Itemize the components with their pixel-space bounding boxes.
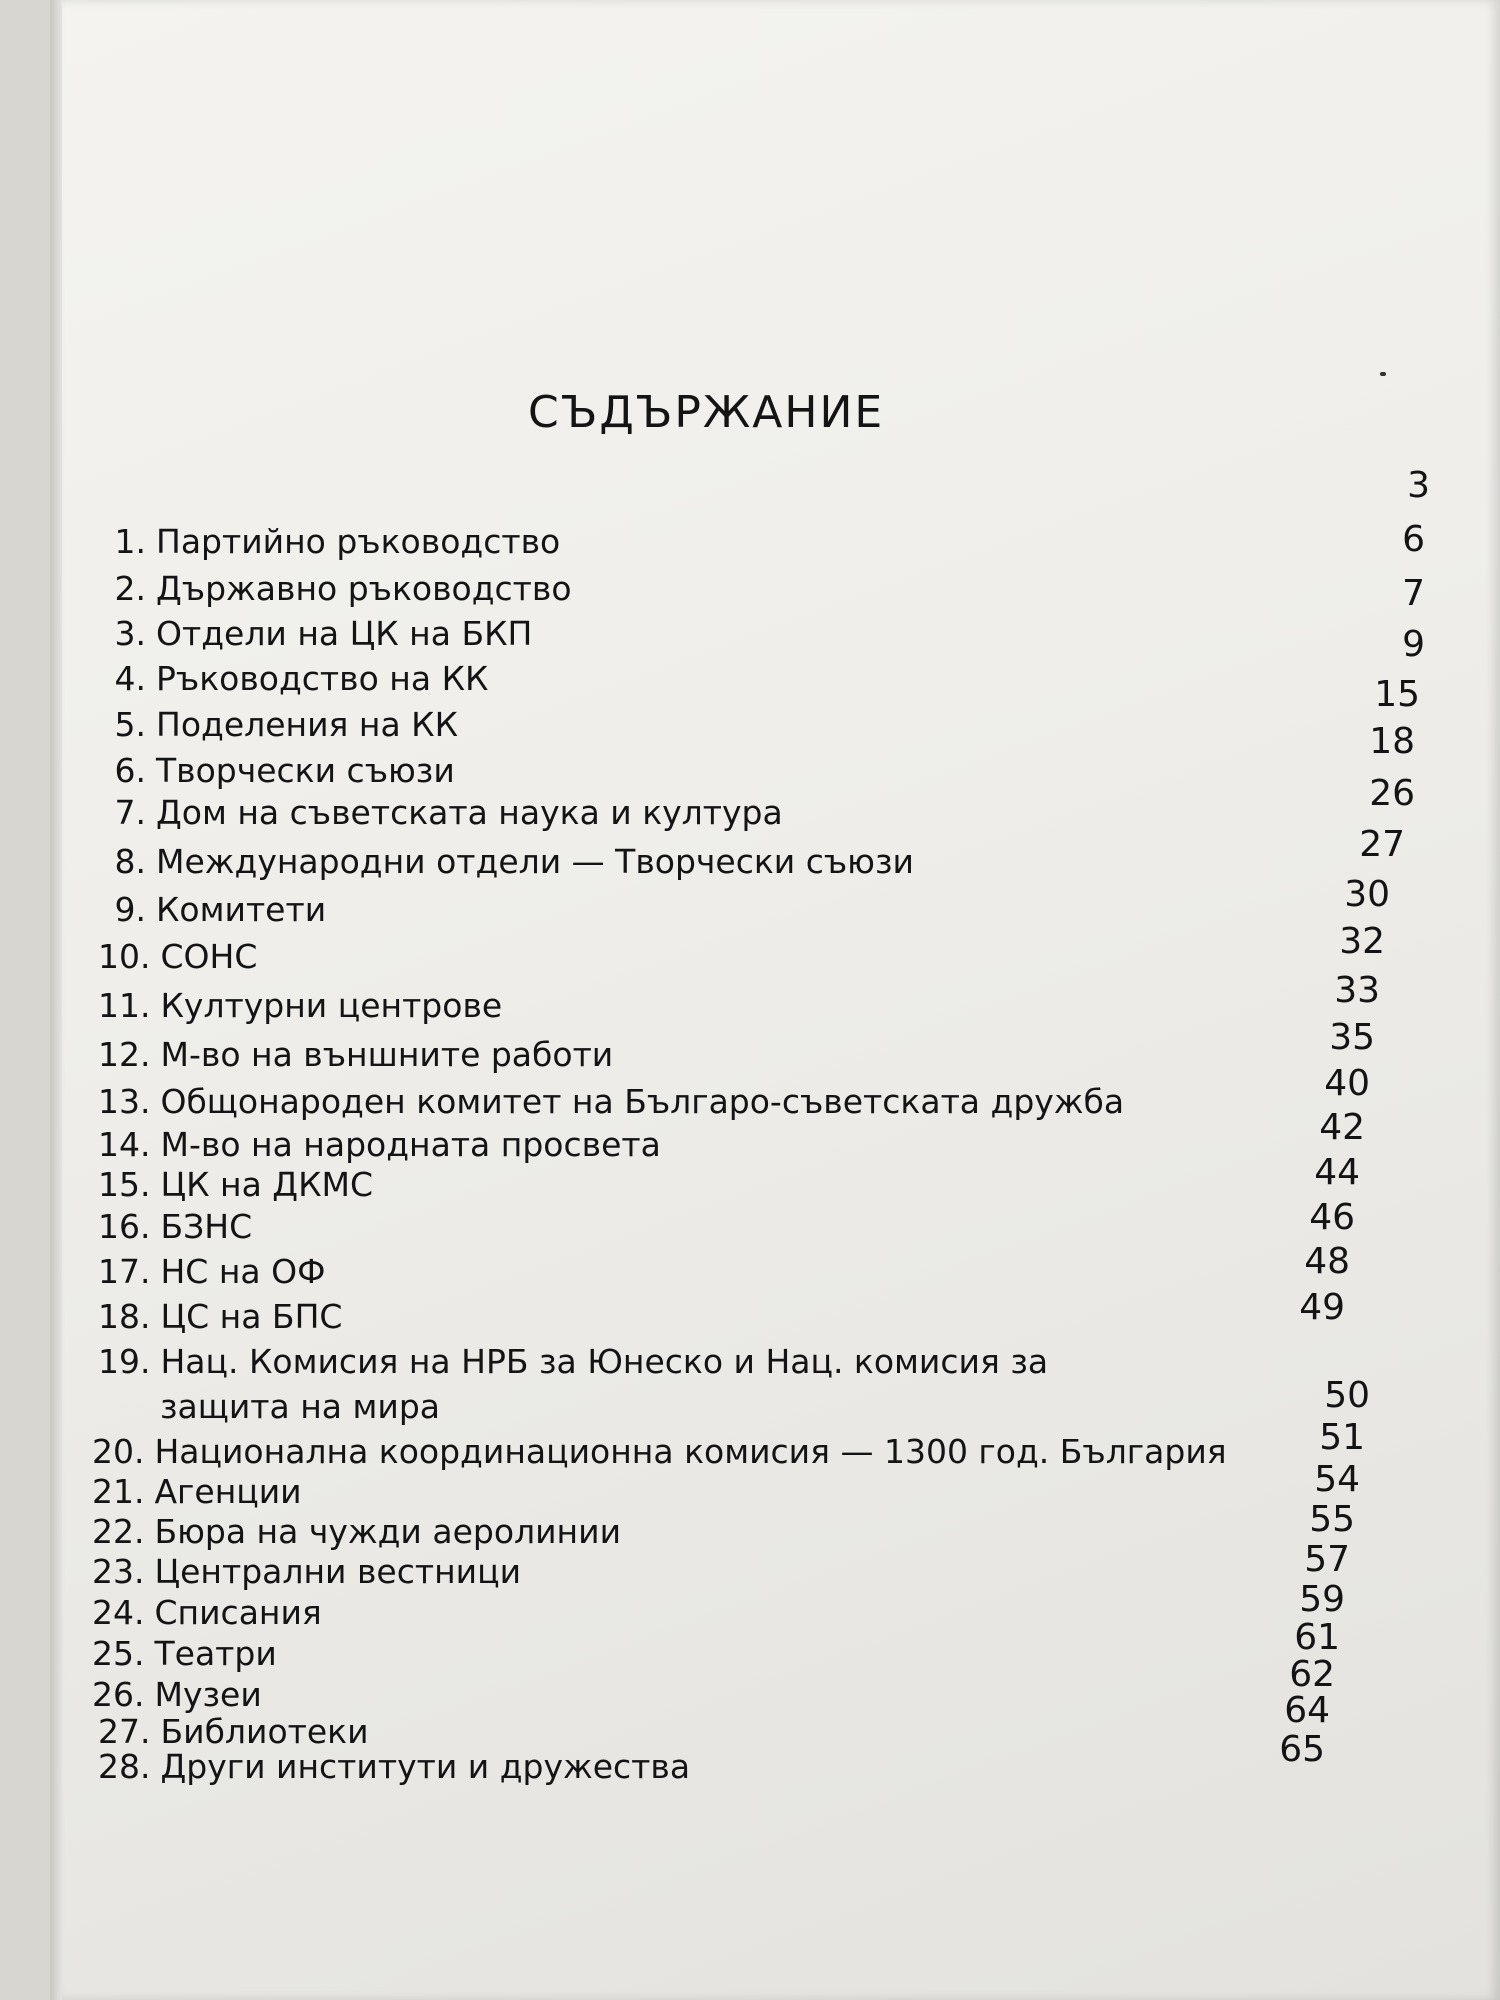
toc-entry-title: Дом на съветската наука и култура <box>156 793 783 832</box>
toc-entry-title: Творчески съюзи <box>156 751 455 790</box>
toc-entry-number: 27. <box>98 1712 151 1751</box>
toc-entry <box>98 1712 369 1751</box>
toc-entry-title: Партийно ръководство <box>156 522 561 561</box>
toc-entry-number: 6. <box>114 751 146 790</box>
toc-entry-number: 14. <box>98 1125 151 1164</box>
toc-entry-number: 17. <box>98 1252 151 1291</box>
toc-entry-number: 26. <box>92 1675 145 1714</box>
toc-entry-number: 2. <box>114 569 146 608</box>
toc-page-number: 59 <box>1299 1579 1345 1620</box>
toc-entry-title: Агенции <box>154 1472 302 1511</box>
toc-entry-number: 24. <box>92 1593 145 1632</box>
toc-entry-title: Музеи <box>154 1675 262 1714</box>
toc-entry <box>98 1035 614 1074</box>
toc-entry <box>98 1125 661 1164</box>
toc-page-number: 57 <box>1304 1539 1350 1580</box>
toc-entry <box>98 1297 343 1336</box>
ink-speck <box>1380 372 1386 376</box>
toc-entry-number: 16. <box>98 1207 151 1246</box>
toc-page-number: 27 <box>1359 824 1405 865</box>
toc-entry <box>98 522 561 561</box>
toc-page-number: 65 <box>1279 1729 1325 1770</box>
toc-entry <box>92 1634 277 1673</box>
toc-entry-number: 18. <box>98 1297 151 1336</box>
toc-page-number: 55 <box>1309 1499 1355 1540</box>
toc-entry-title: СОНС <box>160 937 258 976</box>
toc-page-number: 33 <box>1334 970 1380 1011</box>
toc-entry-title: защита на мира <box>160 1387 441 1426</box>
toc-entry-title: Нац. Комисия на НРБ за Юнеско и Нац. комисия за <box>160 1342 1049 1381</box>
toc-entry <box>92 1552 522 1591</box>
toc-entry <box>98 937 258 976</box>
toc-entry <box>98 751 455 790</box>
toc-entry <box>92 1472 302 1511</box>
toc-page-number: 9 <box>1402 624 1425 665</box>
toc-page-number: 61 <box>1294 1617 1340 1658</box>
toc-entry-title: Други институти и дружества <box>160 1747 691 1786</box>
toc-entry-number: 20. <box>92 1432 145 1471</box>
toc-entry-number: 7. <box>114 793 146 832</box>
toc-entry <box>92 1512 622 1551</box>
toc-entry-title: Ръководство на КК <box>156 659 489 698</box>
toc-page-number: 44 <box>1314 1152 1360 1193</box>
toc-entry <box>98 793 783 832</box>
toc-page-number: 15 <box>1374 674 1420 715</box>
toc-entry-title: Комитети <box>156 890 327 929</box>
toc-entry <box>98 659 489 698</box>
toc-entry-title: ЦС на БПС <box>160 1297 343 1336</box>
toc-entry-title: Поделения на КК <box>156 705 459 744</box>
toc-page-number: 48 <box>1304 1241 1350 1282</box>
toc-page-number: 46 <box>1309 1197 1355 1238</box>
toc-entry-number: 10. <box>98 937 151 976</box>
toc-entry-number: 21. <box>92 1472 145 1511</box>
toc-entry <box>98 614 533 653</box>
toc-page-number: 18 <box>1369 721 1415 762</box>
toc-entry <box>98 1747 691 1786</box>
toc-entry <box>98 842 914 881</box>
toc-page-number: 40 <box>1324 1063 1370 1104</box>
toc-entry-title: ЦК на ДКМС <box>160 1165 374 1204</box>
toc-entry-number: 1. <box>114 522 146 561</box>
toc-entry-number: 28. <box>98 1747 151 1786</box>
toc-entry-number: 5. <box>114 705 146 744</box>
toc-entry-title: Държавно ръководство <box>156 569 572 608</box>
toc-page-number: 54 <box>1314 1459 1360 1500</box>
toc-entry-title: Общонароден комитет на Българо-съветската дружба <box>160 1082 1125 1121</box>
toc-entry <box>98 986 503 1025</box>
toc-entry-title: Бюра на чужди аеролинии <box>154 1512 622 1551</box>
toc-page-number: 30 <box>1344 874 1390 915</box>
toc-entry-title: Международни отдели — Творчески съюзи <box>156 842 914 881</box>
toc-page-number: 7 <box>1402 573 1425 614</box>
toc-entry-number: 19. <box>98 1342 151 1381</box>
toc-entry <box>98 569 572 608</box>
toc-entry-number: 3. <box>114 614 146 653</box>
toc-entry-title: Библиотеки <box>160 1712 369 1751</box>
toc-entry-number: 13. <box>98 1082 151 1121</box>
toc-entry-title: Културни центрове <box>160 986 503 1025</box>
toc-entry-title: М-во на народната просвета <box>160 1125 661 1164</box>
toc-entry-title: НС на ОФ <box>160 1252 326 1291</box>
toc-entry-title: Отдели на ЦК на БКП <box>156 614 533 653</box>
toc-entry <box>98 1082 1125 1121</box>
toc-entry-number: 22. <box>92 1512 145 1551</box>
toc-page-number: 35 <box>1329 1017 1375 1058</box>
intro-page-number: 3 <box>1407 465 1430 506</box>
toc-entry <box>92 1593 322 1632</box>
toc-entry-number: 8. <box>114 842 146 881</box>
toc-entry <box>92 1432 1227 1471</box>
toc-entry-number: 4. <box>114 659 146 698</box>
toc-entry <box>98 1252 326 1291</box>
toc-entry <box>150 1387 441 1426</box>
toc-entry-number: 9. <box>114 890 146 929</box>
toc-entry-number: 25. <box>92 1634 145 1673</box>
toc-entry-title: Списания <box>154 1593 322 1632</box>
toc-entry-title: Театри <box>154 1634 277 1673</box>
toc-entry-title: М-во на външните работи <box>160 1035 614 1074</box>
toc-page-number: 64 <box>1284 1690 1330 1731</box>
toc-page-number: 6 <box>1402 519 1425 560</box>
toc-entry <box>98 1165 374 1204</box>
toc-entry <box>98 705 459 744</box>
toc-entry-number: 11. <box>98 986 151 1025</box>
toc-page-number: 26 <box>1369 773 1415 814</box>
page-title: СЪДЪРЖАНИЕ <box>528 387 885 439</box>
toc-page-number: 50 <box>1324 1375 1370 1416</box>
toc-entry <box>98 1342 1049 1381</box>
toc-entry-title: Централни вестници <box>154 1552 522 1591</box>
toc-entry <box>98 1207 253 1246</box>
toc-page-number: 42 <box>1319 1107 1365 1148</box>
toc-entry-number: 15. <box>98 1165 151 1204</box>
toc-page-number: 32 <box>1339 921 1385 962</box>
toc-entry <box>92 1675 262 1714</box>
toc-entry <box>98 890 327 929</box>
toc-page-number: 51 <box>1319 1417 1365 1458</box>
toc-entry-number: 23. <box>92 1552 145 1591</box>
toc-entry-title: БЗНС <box>160 1207 253 1246</box>
toc-page-number: 62 <box>1289 1654 1335 1695</box>
toc-entry-number: 12. <box>98 1035 151 1074</box>
toc-entry-title: Национална координационна комисия — 1300 год. България <box>154 1432 1227 1471</box>
toc-page-number: 49 <box>1299 1287 1345 1328</box>
